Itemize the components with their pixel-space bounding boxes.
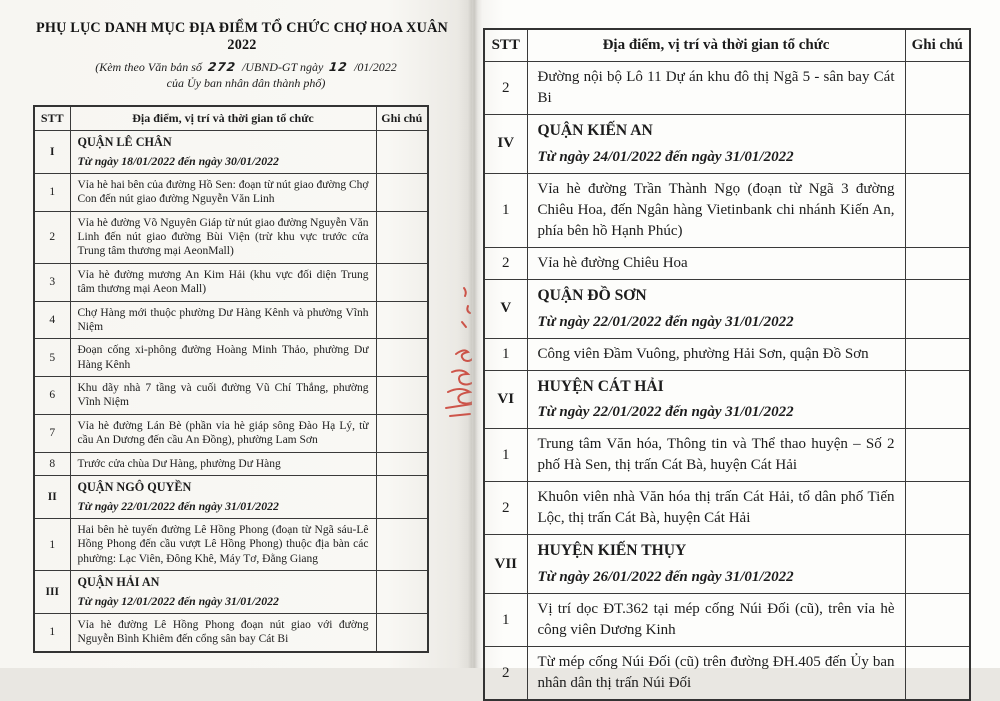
district-date-range: Từ ngày 22/01/2022 đến ngày 31/01/2022 <box>77 499 279 514</box>
note-cell <box>905 62 970 115</box>
header-location: Địa điểm, vị trí và thời gian tổ chức <box>527 29 905 62</box>
stt-cell: 1 <box>484 173 527 247</box>
location-row <box>34 452 428 475</box>
note-cell <box>905 535 970 594</box>
stt-cell: 2 <box>484 482 527 535</box>
location-row <box>34 518 428 570</box>
location-row <box>484 482 970 535</box>
document-subtitle-line2: của Ủy ban nhân dân thành phố) <box>166 76 326 90</box>
stt-cell: 2 <box>34 211 70 263</box>
handwritten-day: 12 <box>328 60 349 74</box>
district-cell <box>527 115 905 174</box>
district-section-row <box>484 535 970 594</box>
note-cell <box>905 370 970 429</box>
stt-cell: III <box>34 571 70 614</box>
stt-cell: VII <box>484 535 527 594</box>
location-cell: Trung tâm Văn hóa, Thông tin và Thể thao huyện – Số 2 phố Hà Sen, thị trấn Cát Bà, huyện Cát Hải <box>527 429 905 482</box>
district-name: QUẬN LÊ CHÂN <box>77 135 172 149</box>
location-table-left <box>33 105 429 653</box>
location-cell: Khu dãy nhà 7 tầng và cuối đường Vũ Chí Thắng, phường Vĩnh Niệm <box>70 377 376 415</box>
location-cell: Vỉa hè đường Lán Bè (phần vỉa hè giáp sông Đào Hạ Lý, từ cầu An Dương đến cầu An Đồng), phường Lam Sơn <box>70 414 376 452</box>
location-cell: Vỉa hè đường mương An Kim Hải (khu vực đối diện Trung tâm thương mại Aeon Mall) <box>70 263 376 301</box>
district-section-row <box>484 370 970 429</box>
note-cell <box>376 518 428 570</box>
location-row <box>484 173 970 247</box>
location-cell: Vỉa hè hai bên của đường Hồ Sen: đoạn từ nút giao đường Chợ Con đến nút giao đường Nguyễn Văn Linh <box>70 173 376 211</box>
location-cell: Vỉa hè đường Chiêu Hoa <box>527 247 905 279</box>
location-cell: Trước cửa chùa Dư Hàng, phường Dư Hàng <box>70 452 376 475</box>
stt-cell: 5 <box>34 339 70 377</box>
note-cell <box>376 173 428 211</box>
stt-cell: 7 <box>34 414 70 452</box>
location-row <box>484 429 970 482</box>
district-date-range: Từ ngày 12/01/2022 đến ngày 31/01/2022 <box>77 594 279 609</box>
note-cell <box>905 247 970 279</box>
stt-cell: IV <box>484 115 527 174</box>
note-cell <box>376 211 428 263</box>
district-date-range: Từ ngày 22/01/2022 đến ngày 31/01/2022 <box>537 313 794 330</box>
district-section-row <box>484 115 970 174</box>
header-stt: STT <box>34 106 70 131</box>
location-row <box>34 339 428 377</box>
page-seam <box>468 0 482 668</box>
district-date-range: Từ ngày 24/01/2022 đến ngày 31/01/2022 <box>537 148 794 165</box>
subtitle-mid: /UBND-GT ngày <box>241 60 324 74</box>
note-cell <box>905 429 970 482</box>
location-cell: Vỉa hè đường Trần Thành Ngọ (đoạn từ Ngã 3 đường Chiêu Hoa, đến Ngân hàng Vietinbank chi nhánh Kiến An, phía bên hồ Hạnh Phúc) <box>527 173 905 247</box>
district-name: HUYỆN CÁT HẢI <box>537 377 664 395</box>
stt-cell: 1 <box>34 518 70 570</box>
district-cell <box>70 475 376 518</box>
location-row <box>484 647 970 701</box>
location-cell: Khuôn viên nhà Văn hóa thị trấn Cát Hải, tổ dân phố Tiến Lộc, thị trấn Cát Bà, huyện Cát Hải <box>527 482 905 535</box>
location-cell: Công viên Đầm Vuông, phường Hải Sơn, quận Đồ Sơn <box>527 338 905 370</box>
district-section-row <box>34 475 428 518</box>
stt-cell: 3 <box>34 263 70 301</box>
stt-cell: 1 <box>34 173 70 211</box>
note-cell <box>905 594 970 647</box>
location-cell: Đường nội bộ Lô 11 Dự án khu đô thị Ngã 5 - sân bay Cát Bi <box>527 62 905 115</box>
location-row <box>34 377 428 415</box>
location-table-right <box>483 28 971 701</box>
stt-cell: 2 <box>484 247 527 279</box>
note-cell <box>376 377 428 415</box>
stt-cell: V <box>484 279 527 338</box>
note-cell <box>376 131 428 174</box>
district-name: QUẬN HẢI AN <box>77 575 160 590</box>
district-name: HUYỆN KIẾN THỤY <box>537 542 687 560</box>
stt-cell: I <box>34 131 70 174</box>
table-header-row <box>34 106 428 131</box>
note-cell <box>376 263 428 301</box>
note-cell <box>905 482 970 535</box>
location-row <box>484 338 970 370</box>
location-cell: Hai bên hè tuyến đường Lê Hồng Phong (đoạn từ Ngã sáu-Lê Hồng Phong đến cầu vượt Lê Hồng Phong) thuộc địa bàn các phường: Lạc Viên, Đông Khê, Máy Tơ, Đằng Giang <box>70 518 376 570</box>
location-cell: Đoạn cống xi-phông đường Hoàng Minh Thảo, phường Dư Hàng Kênh <box>70 339 376 377</box>
document-subtitle <box>30 60 462 75</box>
header-location: Địa điểm, vị trí và thời gian tổ chức <box>70 106 376 131</box>
location-cell: Vỉa hè đường Lê Hồng Phong đoạn nút giao với đường Nguyễn Bình Khiêm đến cổng sân bay Cát Bi <box>70 614 376 652</box>
district-date-range: Từ ngày 26/01/2022 đến ngày 31/01/2022 <box>537 569 794 586</box>
subtitle-post: /01/2022 <box>354 60 397 74</box>
location-cell: Chợ Hàng mới thuộc phường Dư Hàng Kênh và phường Vĩnh Niệm <box>70 301 376 339</box>
district-name: QUẬN ĐỒ SƠN <box>537 286 647 304</box>
stt-cell: 4 <box>34 301 70 339</box>
district-section-row <box>484 279 970 338</box>
location-row <box>34 211 428 263</box>
district-name: QUẬN NGÔ QUYỀN <box>77 479 192 494</box>
note-cell <box>376 452 428 475</box>
location-row <box>34 173 428 211</box>
note-cell <box>376 475 428 518</box>
district-cell <box>527 279 905 338</box>
district-cell <box>70 131 376 174</box>
note-cell <box>376 414 428 452</box>
header-note: Ghi chú <box>376 106 428 131</box>
note-cell <box>376 571 428 614</box>
stt-cell: 6 <box>34 377 70 415</box>
location-row <box>34 301 428 339</box>
header-note: Ghi chú <box>905 29 970 62</box>
location-row <box>484 594 970 647</box>
location-cell: Từ mép cống Núi Đối (cũ) trên đường ĐH.405 đến Ủy ban nhân dân thị trấn Núi Đối <box>527 647 905 701</box>
note-cell <box>376 339 428 377</box>
stt-cell: 2 <box>484 62 527 115</box>
stt-cell: II <box>34 475 70 518</box>
note-cell <box>905 173 970 247</box>
stt-cell: 1 <box>34 614 70 652</box>
district-date-range: Từ ngày 22/01/2022 đến ngày 31/01/2022 <box>537 404 794 421</box>
page-left <box>0 0 472 668</box>
stt-cell: 1 <box>484 594 527 647</box>
location-row <box>34 263 428 301</box>
location-row <box>484 247 970 279</box>
district-date-range: Từ ngày 18/01/2022 đến ngày 30/01/2022 <box>77 154 279 169</box>
stt-cell: 1 <box>484 429 527 482</box>
location-row <box>484 62 970 115</box>
district-name: QUẬN KIẾN AN <box>537 122 653 139</box>
location-row <box>34 414 428 452</box>
note-cell <box>905 338 970 370</box>
header-stt: STT <box>484 29 527 62</box>
note-cell <box>905 115 970 174</box>
note-cell <box>905 647 970 701</box>
location-cell: Vỉa hè đường Võ Nguyên Giáp từ nút giao đường Nguyễn Văn Linh đến nút giao đường Bùi Viện (trừ khu vực trước cửa Trung tâm thương mại AeonMall) <box>70 211 376 263</box>
district-cell <box>70 571 376 614</box>
stt-cell: 8 <box>34 452 70 475</box>
note-cell <box>376 301 428 339</box>
handwritten-doc-number: 272 <box>207 60 237 74</box>
district-cell <box>527 535 905 594</box>
stt-cell: 2 <box>484 647 527 701</box>
location-row <box>34 614 428 652</box>
table-header-row <box>484 29 970 62</box>
document-title: PHỤ LỤC DANH MỤC ĐỊA ĐIỂM TỔ CHỨC CHỢ HOA XUÂN 2022 <box>36 20 448 53</box>
page-right <box>472 0 1000 692</box>
subtitle-pre: (Kèm theo Văn bản số <box>95 60 202 74</box>
stt-cell: VI <box>484 370 527 429</box>
district-section-row <box>34 131 428 174</box>
district-section-row <box>34 571 428 614</box>
stt-cell: 1 <box>484 338 527 370</box>
district-cell <box>527 370 905 429</box>
location-cell: Vị trí dọc ĐT.362 tại mép cống Núi Đối (cũ), trên vỉa hè công viên Dương Kinh <box>527 594 905 647</box>
note-cell <box>905 279 970 338</box>
note-cell <box>376 614 428 652</box>
